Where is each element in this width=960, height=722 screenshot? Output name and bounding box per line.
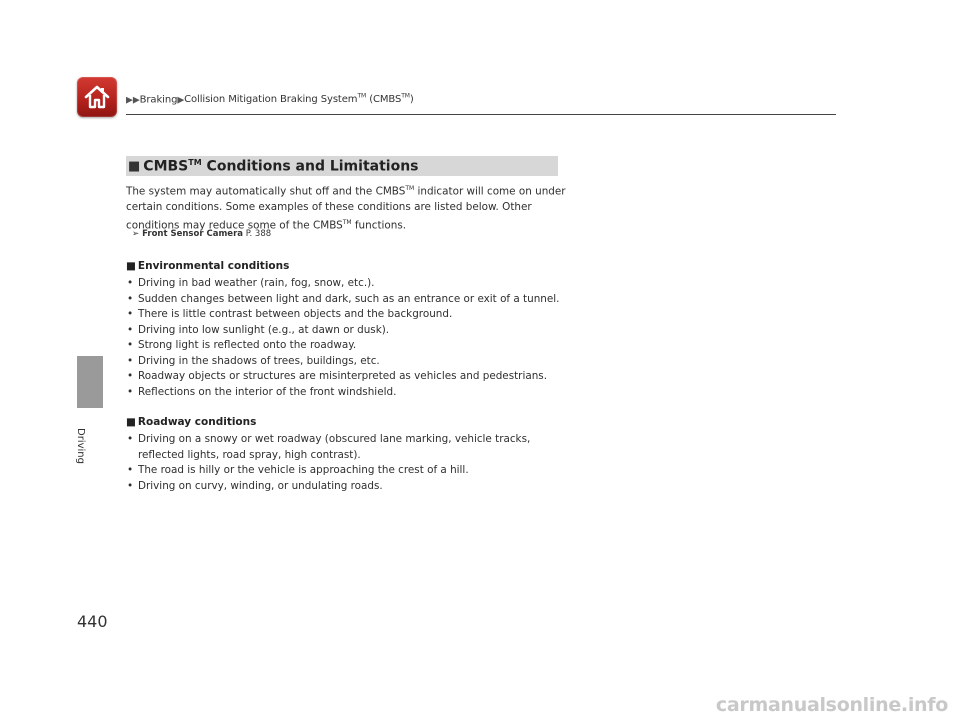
roadway-list bbox=[126, 432, 571, 494]
list-item: • Driving in the shadows of trees, buildings, etc. bbox=[126, 354, 571, 370]
list-item: • Driving into low sunlight (e.g., at dawn or dusk). bbox=[126, 323, 571, 339]
watermark: carmanualsonline.info bbox=[715, 694, 948, 716]
square-bullet-icon: ■ bbox=[126, 260, 136, 272]
roadway-heading: ■ Roadway conditions bbox=[126, 416, 257, 428]
breadcrumb-arrow-icon: ▶ bbox=[177, 95, 185, 106]
list-item: • Reflections on the interior of the front windshield. bbox=[126, 385, 571, 401]
header-divider bbox=[126, 114, 836, 115]
breadcrumb-arrow-icon: ▶▶ bbox=[126, 95, 140, 106]
list-item: • Driving on curvy, winding, or undulating roads. bbox=[126, 479, 571, 495]
home-button[interactable] bbox=[77, 77, 117, 117]
square-bullet-icon: ■ bbox=[128, 158, 141, 174]
page-number: 440 bbox=[77, 612, 108, 631]
section-title: CMBS™ Conditions and Limitations bbox=[143, 157, 419, 175]
chapter-tab[interactable] bbox=[77, 356, 103, 408]
environmental-heading: ■ Environmental conditions bbox=[126, 260, 290, 272]
list-item: • There is little contrast between objects and the background. bbox=[126, 307, 571, 323]
list-item: • Strong light is reflected onto the roadway. bbox=[126, 338, 571, 354]
chapter-label: Driving bbox=[75, 428, 86, 464]
cross-reference-icon: ➢ bbox=[132, 229, 140, 239]
list-item: • Sudden changes between light and dark, such as an entrance or exit of a tunnel. bbox=[126, 292, 571, 308]
section-heading bbox=[126, 156, 558, 176]
list-item: • The road is hilly or the vehicle is approaching the crest of a hill. bbox=[126, 463, 571, 479]
breadcrumb-link-cmbs[interactable]: Collision Mitigation Braking System™ (CMBS™) bbox=[184, 93, 414, 106]
cross-reference-link[interactable]: ➢ Front Sensor Camera P. 388 bbox=[132, 229, 272, 239]
breadcrumb-link-braking[interactable]: Braking bbox=[139, 94, 178, 106]
intro-paragraph: The system may automatically shut off and the CMBS™ indicator will come on under certain conditions. Some examples of these conditions are listed below. Other conditions may reduce some of the CMBS™ functions. bbox=[126, 185, 566, 232]
list-item: • Driving on a snowy or wet roadway (obscured lane marking, vehicle tracks, reflected lights, road spray, high contrast). bbox=[126, 432, 571, 463]
list-item: • Driving in bad weather (rain, fog, snow, etc.). bbox=[126, 276, 571, 292]
environmental-list bbox=[126, 276, 571, 400]
square-bullet-icon: ■ bbox=[126, 416, 136, 428]
home-icon bbox=[83, 83, 111, 111]
list-item: • Roadway objects or structures are misinterpreted as vehicles and pedestrians. bbox=[126, 369, 571, 385]
breadcrumb bbox=[126, 93, 414, 105]
